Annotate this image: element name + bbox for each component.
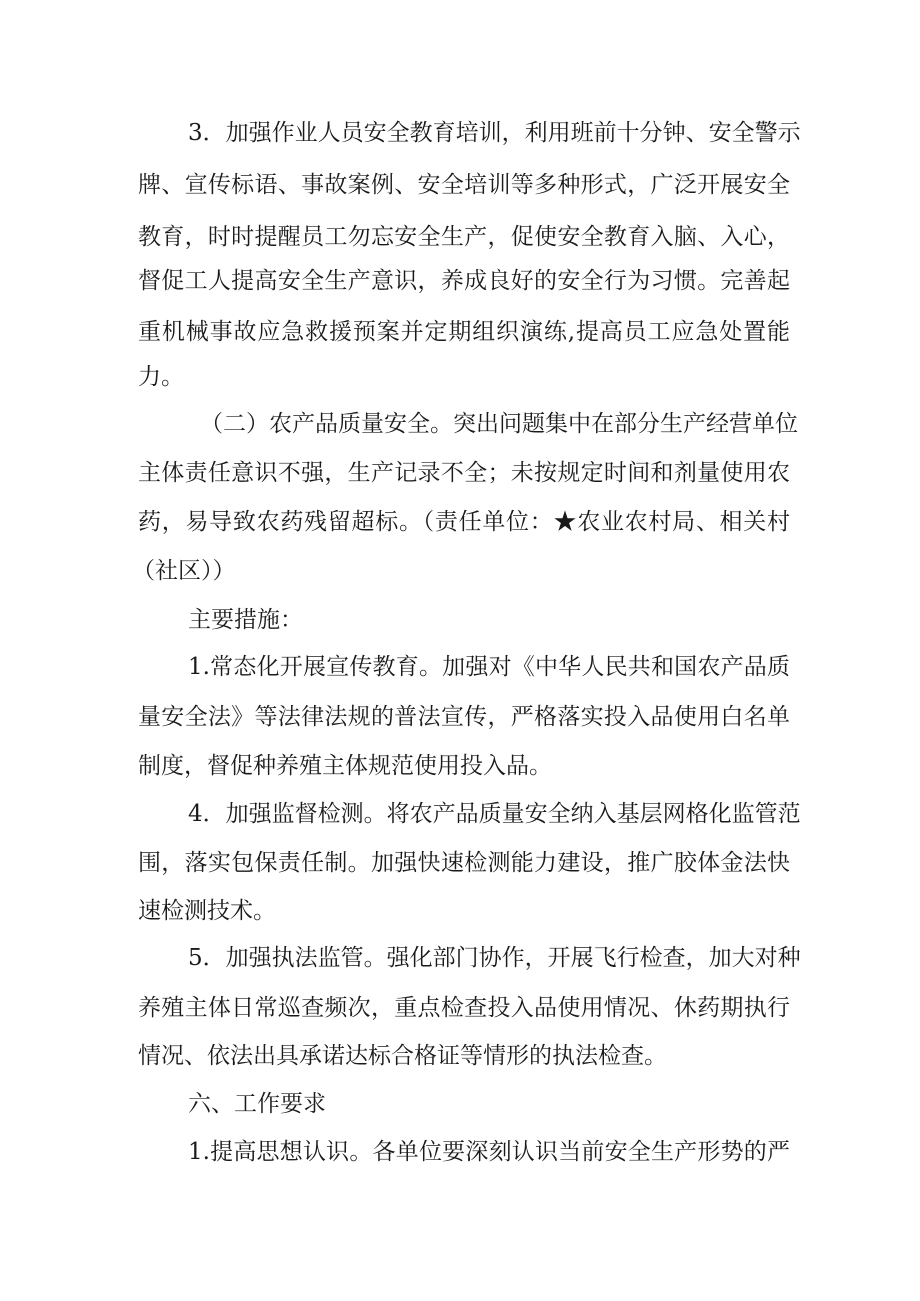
text-line: 1.常态化开展宣传教育。加强对《中华人民共和国农产品质 [188, 654, 790, 680]
text-line: 主要措施： [188, 607, 303, 633]
text-line: 制度，督促种养殖主体规范使用投入品。 [138, 753, 552, 779]
text-line: 教育，时时提醒员工勿忘安全生产，促使安全教育入脑、入心， [138, 224, 790, 250]
text-line: （社区）） [132, 558, 236, 584]
text-line: 督促工人提高安全生产意识，养成良好的安全行为习惯。完善起 [138, 268, 790, 294]
text-line: 5．加强执法监管。强化部门协作，开展飞行检查，加大对种 [188, 945, 801, 971]
text-line: 速检测技术。 [138, 898, 276, 924]
text-line: 药，易导致农药残留超标。（责任单位：★农业农村局、相关村 [138, 509, 790, 535]
section-heading: 六、工作要求 [188, 1091, 326, 1117]
text-line: 力。 [138, 364, 184, 390]
text-line: 3．加强作业人员安全教育培训，利用班前十分钟、安全警示 [188, 120, 801, 146]
text-line: 1.提高思想认识。各单位要深刻认识当前安全生产形势的严 [188, 1139, 790, 1165]
text-line: 主体责任意识不强，生产记录不全；未按规定时间和剂量使用农 [138, 460, 790, 486]
text-line: 量安全法》等法律法规的普法宣传，严格落实投入品使用白名单 [138, 704, 790, 730]
text-line: 4．加强监督检测。将农产品质量安全纳入基层网格化监管范 [188, 801, 801, 827]
text-line: 牌、宣传标语、事故案例、安全培训等多种形式，广泛开展安全 [138, 172, 790, 198]
text-line: 围，落实包保责任制。加强快速检测能力建设，推广胶体金法快 [138, 850, 790, 876]
text-line: 重机械事故应急救援预案并定期组织演练,提高员工应急处置能 [138, 319, 790, 345]
text-line: 情况、依法出具承诺达标合格证等情形的执法检查。 [138, 1043, 667, 1069]
text-line: 养殖主体日常巡查频次，重点检查投入品使用情况、休药期执行 [138, 995, 790, 1021]
text-line: （二）农产品质量安全。突出问题集中在部分生产经营单位 [200, 411, 798, 437]
